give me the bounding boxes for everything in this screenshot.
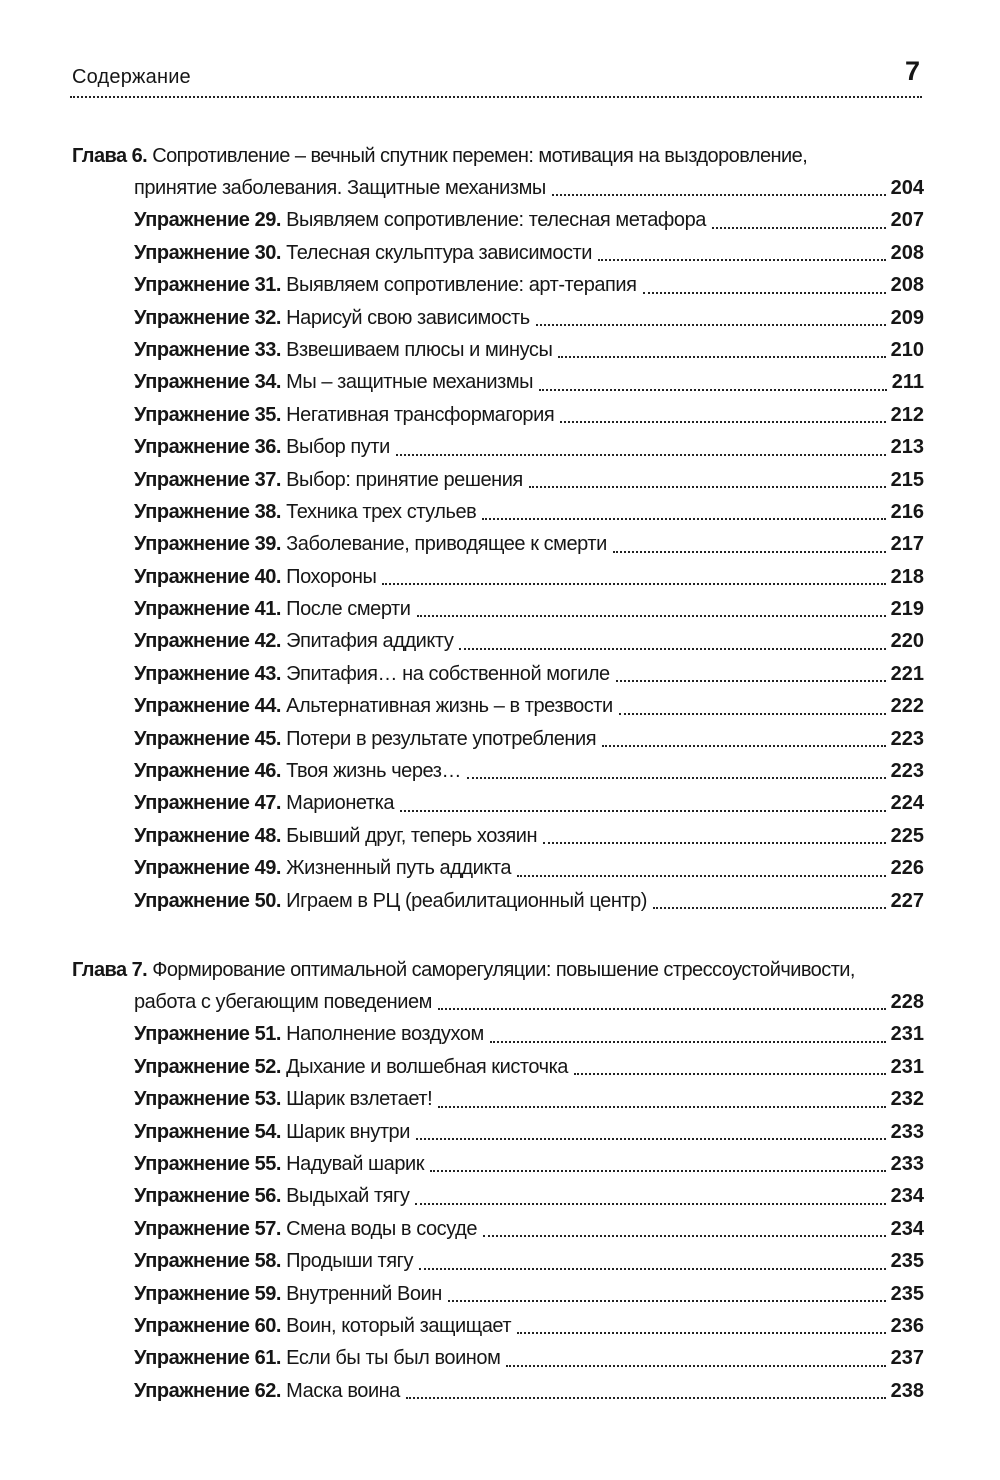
exercise-title: Выбор: принятие решения xyxy=(286,468,523,491)
exercise-title: Альтернативная жизнь – в трезвости xyxy=(286,695,613,718)
exercise-title: Твоя жизнь через… xyxy=(286,760,462,783)
exercise-page-number: 235 xyxy=(890,1250,924,1273)
exercise-entry[interactable] xyxy=(72,1116,924,1148)
exercise-text xyxy=(134,302,530,334)
dot-leader xyxy=(396,454,886,456)
exercise-title: Маска воина xyxy=(286,1379,400,1402)
exercise-text xyxy=(134,1278,442,1310)
exercise-label: Упражнение 57. xyxy=(134,1217,282,1240)
exercise-title: Смена воды в сосуде xyxy=(286,1217,477,1240)
exercise-page-number: 215 xyxy=(890,468,924,491)
exercise-page-number: 224 xyxy=(890,792,924,815)
exercise-title: Внутренний Воин xyxy=(286,1282,442,1305)
exercise-page-number: 210 xyxy=(890,338,924,361)
exercise-page-number: 221 xyxy=(890,662,924,685)
dot-leader xyxy=(400,810,886,812)
dot-leader xyxy=(416,1138,886,1140)
exercise-entry[interactable] xyxy=(72,528,924,560)
exercise-text xyxy=(134,269,637,301)
exercise-text xyxy=(134,399,554,431)
exercise-entry[interactable] xyxy=(72,1180,924,1212)
exercise-page-number: 219 xyxy=(890,598,924,621)
dot-leader xyxy=(483,1235,886,1237)
exercise-text xyxy=(134,1051,568,1083)
exercise-title: Эпитафия… на собственной могиле xyxy=(286,662,610,685)
dot-leader xyxy=(560,421,885,423)
exercise-label: Упражнение 56. xyxy=(134,1185,282,1208)
dot-leader xyxy=(438,1106,885,1108)
exercise-title: Играем в РЦ (реабилитационный центр) xyxy=(286,889,648,912)
exercise-entry[interactable] xyxy=(72,1310,924,1342)
exercise-entry[interactable] xyxy=(72,852,924,884)
dot-leader xyxy=(552,194,886,196)
dot-leader xyxy=(598,259,886,261)
exercise-entry[interactable] xyxy=(72,1245,924,1277)
exercise-label: Упражнение 45. xyxy=(134,727,282,750)
exercise-title: Наполнение воздухом xyxy=(286,1023,484,1046)
chapter-6-section xyxy=(72,140,924,917)
exercise-page-number: 213 xyxy=(890,436,924,459)
exercise-label: Упражнение 51. xyxy=(134,1023,282,1046)
exercise-text xyxy=(134,852,511,884)
exercise-title: Шарик внутри xyxy=(286,1120,410,1143)
exercise-page-number: 236 xyxy=(890,1314,924,1337)
exercise-label: Упражнение 43. xyxy=(134,662,282,685)
exercise-title: Выбор пути xyxy=(286,436,390,459)
exercise-entry[interactable] xyxy=(72,787,924,819)
exercise-entry[interactable] xyxy=(72,755,924,787)
dot-leader xyxy=(430,1170,886,1172)
dot-leader xyxy=(536,324,886,326)
exercise-text xyxy=(134,464,523,496)
dot-leader xyxy=(574,1073,886,1075)
exercise-label: Упражнение 34. xyxy=(134,371,282,394)
exercise-label: Упражнение 33. xyxy=(134,338,282,361)
exercise-page-number: 211 xyxy=(891,371,924,394)
exercise-title: Бывший друг, теперь хозяин xyxy=(286,824,538,847)
exercise-entry[interactable] xyxy=(72,561,924,593)
exercise-page-number: 223 xyxy=(890,727,924,750)
exercise-page-number: 235 xyxy=(890,1282,924,1305)
chapter-entry[interactable] xyxy=(72,986,924,1018)
exercise-page-number: 223 xyxy=(890,760,924,783)
exercise-page-number: 233 xyxy=(890,1152,924,1175)
dot-leader xyxy=(459,648,885,650)
exercise-text xyxy=(134,1310,511,1342)
exercise-label: Упражнение 42. xyxy=(134,630,282,653)
dot-leader xyxy=(539,389,887,391)
exercise-title: Нарисуй свою зависимость xyxy=(286,306,530,329)
exercise-page-number: 218 xyxy=(890,565,924,588)
exercise-title: Надувай шарик xyxy=(286,1152,425,1175)
exercise-entry[interactable] xyxy=(72,237,924,269)
exercise-label: Упражнение 52. xyxy=(134,1055,282,1078)
chapter-label: Глава 7. xyxy=(72,959,148,981)
exercise-page-number: 227 xyxy=(890,889,924,912)
exercise-label: Упражнение 60. xyxy=(134,1314,282,1337)
exercise-page-number: 231 xyxy=(890,1023,924,1046)
exercise-label: Упражнение 46. xyxy=(134,760,282,783)
exercise-label: Упражнение 49. xyxy=(134,857,282,880)
exercise-entry[interactable] xyxy=(72,1051,924,1083)
exercise-entry[interactable] xyxy=(72,496,924,528)
exercise-label: Упражнение 41. xyxy=(134,598,282,621)
dot-leader xyxy=(406,1397,886,1399)
page-header xyxy=(70,52,922,98)
exercise-page-number: 237 xyxy=(890,1347,924,1370)
dot-leader xyxy=(419,1268,886,1270)
exercise-title: Техника трех стульев xyxy=(286,500,477,523)
exercise-entry[interactable] xyxy=(72,1083,924,1115)
exercise-label: Упражнение 29. xyxy=(134,209,282,232)
exercise-page-number: 225 xyxy=(890,824,924,847)
exercise-label: Упражнение 62. xyxy=(134,1379,282,1402)
exercise-title: Жизненный путь аддикта xyxy=(286,857,512,880)
exercise-page-number: 222 xyxy=(890,695,924,718)
exercise-title: Продыши тягу xyxy=(286,1250,414,1273)
exercise-text xyxy=(134,204,706,236)
chapter-title-text: Формирование оптимальной саморегуляции: повышение стрессоустойчивости, xyxy=(152,959,855,981)
exercise-page-number: 212 xyxy=(890,403,924,426)
exercise-text xyxy=(134,755,461,787)
dot-leader xyxy=(382,583,885,585)
dot-leader xyxy=(529,486,886,488)
exercise-title: Эпитафия аддикту xyxy=(286,630,454,653)
exercise-label: Упражнение 48. xyxy=(134,824,282,847)
exercise-text xyxy=(134,237,592,269)
exercise-label: Упражнение 50. xyxy=(134,889,282,912)
exercise-label: Упражнение 59. xyxy=(134,1282,282,1305)
exercise-title: Негативная трансформагория xyxy=(286,403,555,426)
exercise-label: Упражнение 53. xyxy=(134,1088,282,1111)
exercise-page-number: 220 xyxy=(890,630,924,653)
chapter-title-text: Сопротивление – вечный спутник перемен: мотивация на выздоровление, xyxy=(152,145,808,167)
exercise-entry[interactable] xyxy=(72,1148,924,1180)
exercise-label: Упражнение 47. xyxy=(134,792,282,815)
exercise-entry[interactable] xyxy=(72,431,924,463)
exercise-text xyxy=(134,1018,484,1050)
exercise-page-number: 208 xyxy=(890,274,924,297)
exercise-entry[interactable] xyxy=(72,366,924,398)
chapter-title-line xyxy=(72,140,924,172)
exercise-entry[interactable] xyxy=(72,1213,924,1245)
exercise-text xyxy=(134,561,376,593)
exercise-label: Упражнение 44. xyxy=(134,695,282,718)
exercise-label: Упражнение 32. xyxy=(134,306,282,329)
chapter-title-line xyxy=(72,954,924,986)
exercise-title: Шарик взлетает! xyxy=(286,1088,433,1111)
exercise-text xyxy=(134,625,453,657)
exercise-title: Мы – защитные механизмы xyxy=(286,371,534,394)
dot-leader xyxy=(712,227,886,229)
exercise-text xyxy=(134,1245,413,1277)
exercise-text xyxy=(134,1342,500,1374)
exercise-label: Упражнение 55. xyxy=(134,1152,282,1175)
dot-leader xyxy=(613,551,886,553)
exercise-title: Телесная скульптура зависимости xyxy=(286,241,592,264)
chapter-7-section xyxy=(72,954,924,1407)
exercise-entry[interactable] xyxy=(72,1278,924,1310)
exercise-label: Упражнение 36. xyxy=(134,436,282,459)
exercise-entry[interactable] xyxy=(72,399,924,431)
exercise-text xyxy=(134,820,537,852)
exercise-entry[interactable] xyxy=(72,1342,924,1374)
exercise-label: Упражнение 30. xyxy=(134,241,282,264)
exercise-page-number: 207 xyxy=(890,209,924,232)
exercise-text xyxy=(134,787,394,819)
exercise-label: Упражнение 31. xyxy=(134,274,282,297)
exercise-page-number: 233 xyxy=(890,1120,924,1143)
exercise-text xyxy=(134,528,607,560)
chapter-page-number: 204 xyxy=(890,177,924,199)
dot-leader xyxy=(619,713,886,715)
exercise-text xyxy=(134,1375,400,1407)
running-title: Содержание xyxy=(72,66,191,88)
exercise-label: Упражнение 39. xyxy=(134,533,282,556)
exercise-title: Марионетка xyxy=(286,792,395,815)
dot-leader xyxy=(506,1365,885,1367)
exercise-title: Заболевание, приводящее к смерти xyxy=(286,533,607,556)
exercise-entry[interactable] xyxy=(72,302,924,334)
exercise-text xyxy=(134,885,647,917)
exercise-entry[interactable] xyxy=(72,625,924,657)
exercise-text xyxy=(134,496,476,528)
exercise-label: Упражнение 35. xyxy=(134,403,282,426)
dot-leader xyxy=(417,615,886,617)
dot-leader xyxy=(543,842,886,844)
dot-leader xyxy=(602,745,886,747)
dot-leader xyxy=(517,1332,886,1334)
exercise-title: После смерти xyxy=(286,598,411,621)
exercise-page-number: 217 xyxy=(890,533,924,556)
exercise-label: Упражнение 40. xyxy=(134,565,282,588)
chapter-title-text-cont: принятие заболевания. Защитные механизмы xyxy=(134,177,546,199)
exercise-entry[interactable] xyxy=(72,593,924,625)
exercise-page-number: 231 xyxy=(890,1055,924,1078)
exercise-text xyxy=(134,431,390,463)
exercise-label: Упражнение 54. xyxy=(134,1120,282,1143)
exercise-entry[interactable] xyxy=(72,334,924,366)
exercise-page-number: 232 xyxy=(890,1088,924,1111)
exercise-title: Выявляем сопротивление: телесная метафора xyxy=(286,209,706,232)
exercise-text xyxy=(134,690,613,722)
dot-leader xyxy=(467,777,886,779)
exercise-entry[interactable] xyxy=(72,690,924,722)
exercise-entry[interactable] xyxy=(72,885,924,917)
dot-leader xyxy=(558,356,885,358)
exercise-entry[interactable] xyxy=(72,1018,924,1050)
exercise-page-number: 216 xyxy=(890,500,924,523)
exercise-text xyxy=(134,593,411,625)
exercise-title: Взвешиваем плюсы и минусы xyxy=(286,338,553,361)
exercise-page-number: 226 xyxy=(890,857,924,880)
page-number: 7 xyxy=(904,56,920,86)
exercise-title: Выявляем сопротивление: арт-терапия xyxy=(286,274,637,297)
exercise-text xyxy=(134,1116,410,1148)
dot-leader xyxy=(482,518,885,520)
dot-leader xyxy=(616,680,886,682)
exercise-page-number: 234 xyxy=(890,1185,924,1208)
exercise-entry[interactable] xyxy=(72,658,924,690)
exercise-text xyxy=(134,334,552,366)
exercise-text xyxy=(134,1213,477,1245)
exercise-text xyxy=(134,366,533,398)
exercise-title: Похороны xyxy=(286,565,377,588)
dot-leader xyxy=(653,907,886,909)
dot-leader xyxy=(448,1300,886,1302)
exercise-label: Упражнение 38. xyxy=(134,500,282,523)
exercise-entry[interactable] xyxy=(72,464,924,496)
exercise-page-number: 234 xyxy=(890,1217,924,1240)
chapter-title-text-cont: работа с убегающим поведением xyxy=(134,991,432,1013)
dot-leader xyxy=(490,1041,886,1043)
exercise-title: Выдыхай тягу xyxy=(286,1185,410,1208)
exercise-title: Если бы ты был воином xyxy=(286,1347,501,1370)
chapter-page-number: 228 xyxy=(890,991,924,1013)
exercise-entry[interactable] xyxy=(72,269,924,301)
exercise-title: Потери в результате употребления xyxy=(286,727,597,750)
dot-leader xyxy=(643,292,886,294)
exercise-text xyxy=(134,1148,424,1180)
exercise-page-number: 208 xyxy=(890,241,924,264)
exercise-page-number: 238 xyxy=(890,1379,924,1402)
chapter-label: Глава 6. xyxy=(72,145,148,167)
exercise-entry[interactable] xyxy=(72,1375,924,1407)
exercise-label: Упражнение 37. xyxy=(134,468,282,491)
exercise-page-number: 209 xyxy=(890,306,924,329)
exercise-entry[interactable] xyxy=(72,820,924,852)
exercise-entry[interactable] xyxy=(72,204,924,236)
exercise-title: Дыхание и волшебная кисточка xyxy=(286,1055,568,1078)
dot-leader xyxy=(415,1203,885,1205)
exercise-text xyxy=(134,723,596,755)
dot-leader xyxy=(438,1008,886,1010)
exercise-text xyxy=(134,1180,409,1212)
dot-leader xyxy=(517,875,886,877)
exercise-text xyxy=(134,658,610,690)
chapter-entry[interactable] xyxy=(72,172,924,204)
exercise-entry[interactable] xyxy=(72,723,924,755)
exercise-label: Упражнение 61. xyxy=(134,1347,282,1370)
exercise-label: Упражнение 58. xyxy=(134,1250,282,1273)
exercise-text xyxy=(134,1083,432,1115)
exercise-title: Воин, который защищает xyxy=(286,1314,512,1337)
